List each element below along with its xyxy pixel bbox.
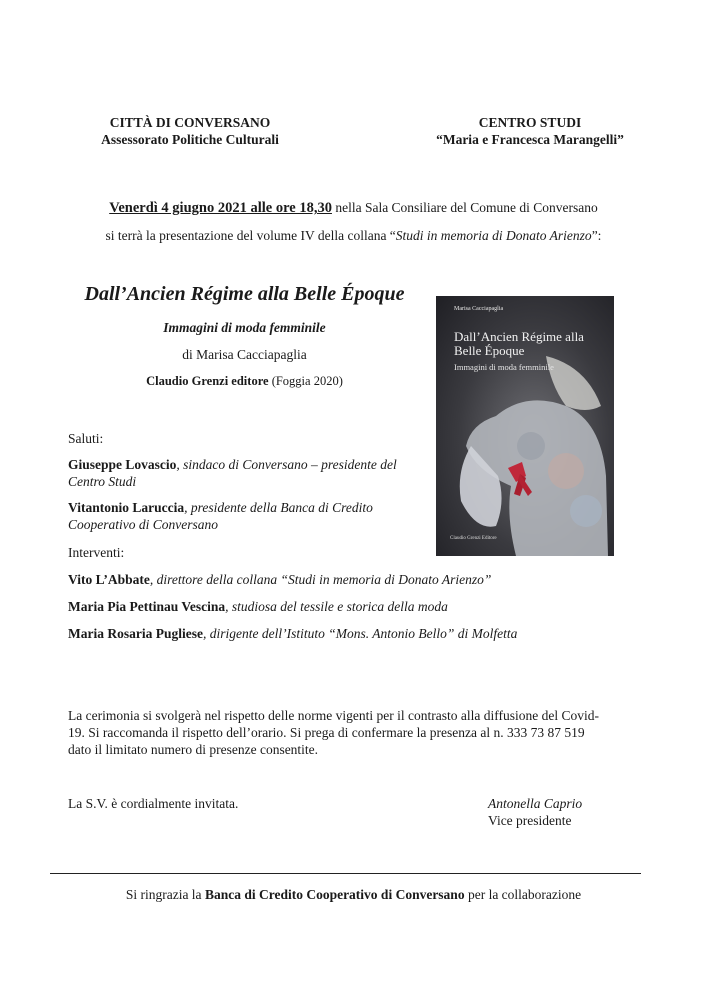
cover-title: Dall’Ancien Régime alla Belle Époque [454, 329, 584, 358]
cover-publisher: Claudio Grenzi Editore [450, 536, 497, 541]
footer-prefix: Si ringrazia la [125, 887, 205, 902]
saluti-item-1 [68, 456, 428, 490]
cover-author: Marisa Cacciapaglia [454, 306, 504, 312]
book-author: di Marisa Cacciapaglia [182, 347, 307, 362]
sponsor-name: Banca di Credito Cooperativo di Conversano [204, 887, 465, 902]
interventi-heading: Interventi: [68, 545, 125, 560]
notice-line-2: 19. Si raccomanda il rispetto dell’orario. Si prega di confermare la presenza al n. 333 73 87 519 [68, 725, 585, 740]
intro-prefix: si terrà la presentazione del volume IV della collana “ [105, 228, 396, 243]
speaker-name: Vitantonio Laruccia [68, 500, 185, 515]
department-name: Assessorato Politiche Culturali [101, 132, 279, 147]
speaker-role: , direttore della collana “Studi in memoria di Donato Arienzo” [149, 572, 492, 587]
book-cover-image [436, 296, 614, 556]
center-subtitle: “Maria e Francesca Marangelli” [436, 132, 624, 147]
center-name: CENTRO STUDI [478, 115, 582, 130]
signer-title: Vice presidente [488, 813, 572, 828]
notice-line-3: dato il limitato numero di presenze consentite. [68, 742, 319, 757]
intro-line-2 [0, 228, 707, 244]
saluti-item-2 [68, 499, 428, 533]
event-location: nella Sala Consiliare del Comune di Conversano [331, 200, 598, 215]
header-left [60, 114, 320, 148]
speaker-role: , studiosa del tessile e storica della moda [225, 599, 448, 614]
footer-divider [50, 873, 641, 874]
speaker-name: Maria Rosaria Pugliese [68, 626, 203, 641]
cover-subtitle: Immagini di moda femminile [454, 362, 554, 372]
event-date: Venerdì 4 giugno 2021 alle ore 18,30 [109, 200, 332, 216]
speaker-name: Vito L’Abbate [68, 572, 150, 587]
book-publisher [62, 374, 427, 389]
interventi-item-3 [68, 625, 517, 642]
header-right [380, 114, 680, 148]
signer-name: Antonella Caprio [488, 796, 583, 811]
book-subtitle: Immagini di moda femminile [163, 320, 326, 335]
city-name: CITTÀ DI CONVERSANO [109, 115, 271, 130]
publisher-note: (Foggia 2020) [268, 374, 343, 388]
publisher-name: Claudio Grenzi editore [146, 374, 269, 388]
interventi-item-2 [68, 598, 448, 615]
intro-line-1 [0, 200, 707, 217]
speaker-name: Giuseppe Lovascio [68, 457, 177, 472]
invitation-text: La S.V. è cordialmente invitata. [68, 796, 239, 811]
speaker-role: , sindaco di Conversano – presidente del Centro Studi [68, 457, 397, 489]
book-title: Dall’Ancien Régime alla Belle Époque [84, 283, 405, 305]
speaker-role: , dirigente dell’Istituto “Mons. Antonio Bello” di Molfetta [202, 626, 518, 641]
footer-suffix: per la collaborazione [464, 887, 582, 902]
footer-acknowledgement [0, 887, 707, 903]
intro-suffix: ”: [591, 228, 602, 243]
speaker-role: , presidente della Banca di Credito Cooperativo di Conversano [68, 500, 373, 532]
notice-line-1: La cerimonia si svolgerà nel rispetto delle norme vigenti per il contrasto alla diffusione del Covid- [68, 708, 599, 723]
saluti-heading: Saluti: [68, 431, 104, 446]
series-name: Studi in memoria di Donato Arienzo [395, 228, 592, 243]
interventi-item-1 [68, 571, 491, 588]
speaker-name: Maria Pia Pettinau Vescina [68, 599, 226, 614]
